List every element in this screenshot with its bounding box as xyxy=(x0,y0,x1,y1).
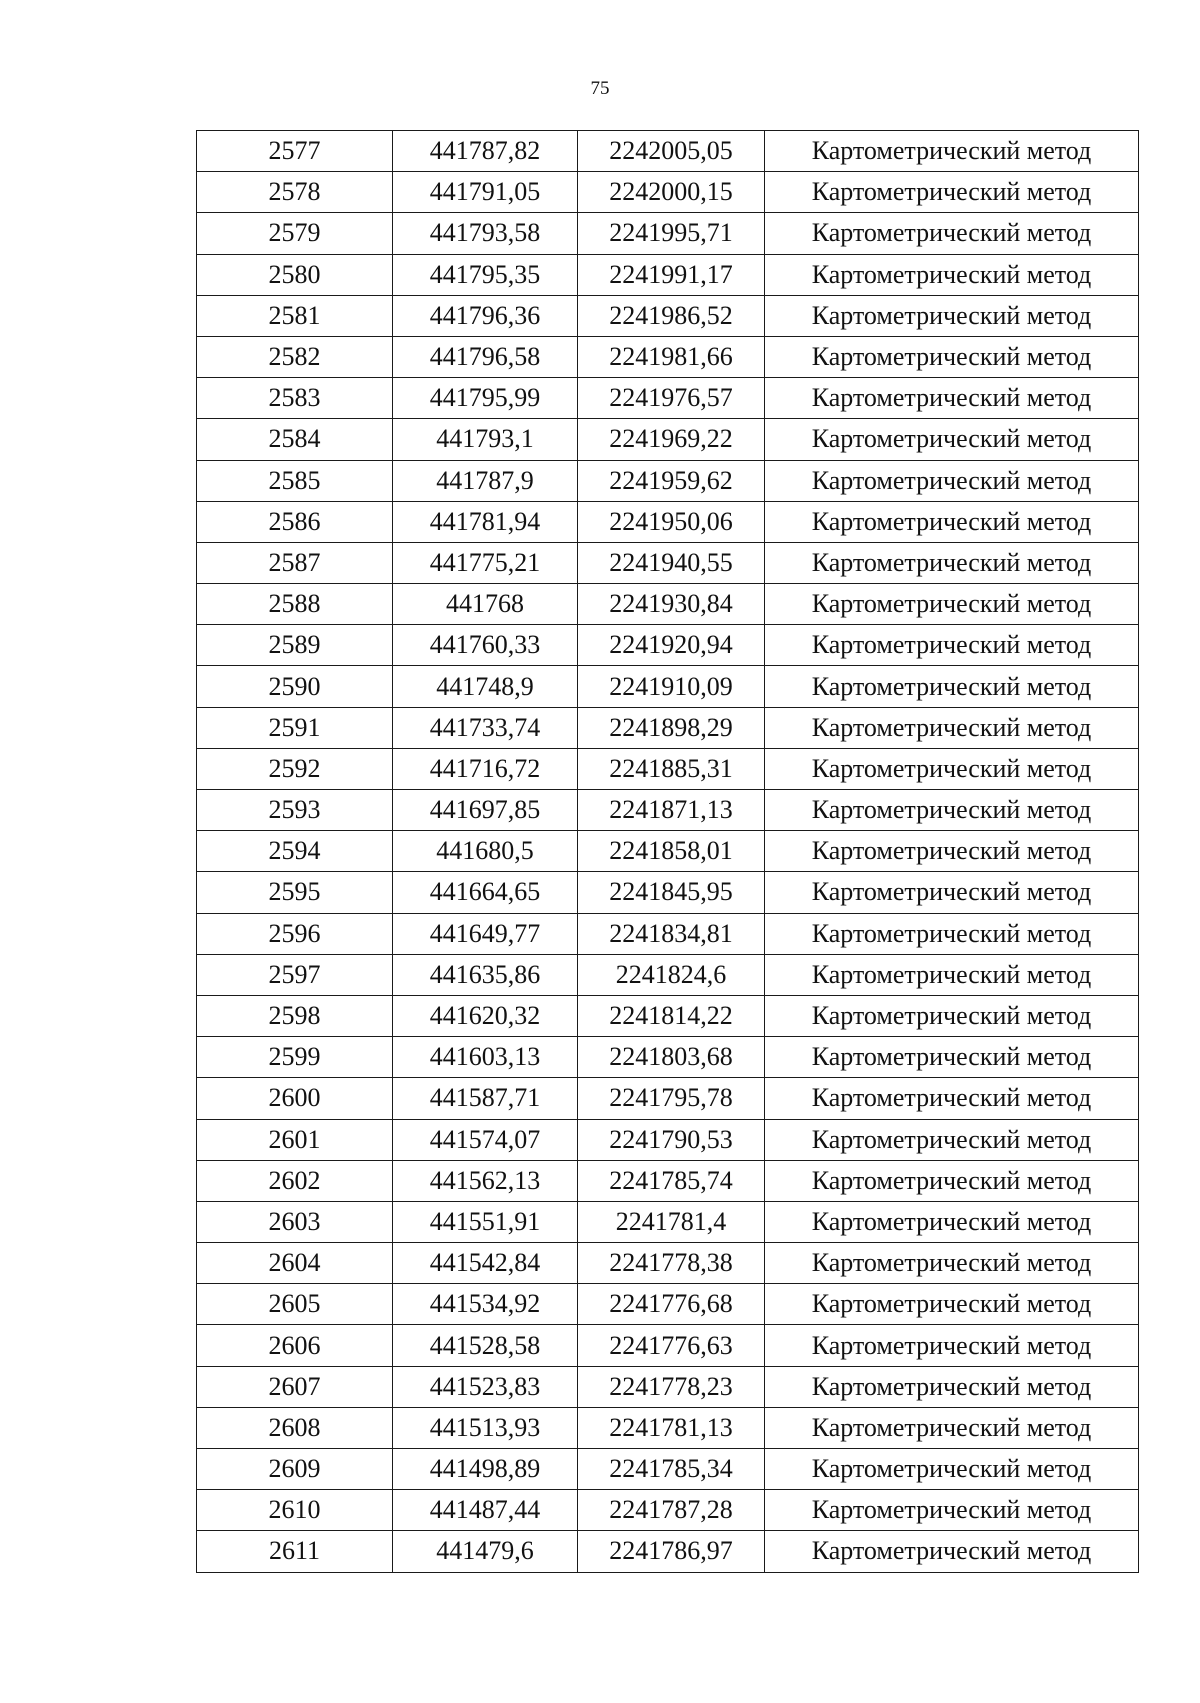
table-row xyxy=(197,995,1139,1036)
table-row xyxy=(197,1119,1139,1160)
method-cell: Картометрический метод xyxy=(765,172,1139,213)
point-number-cell: 2598 xyxy=(197,995,393,1036)
table-row xyxy=(197,707,1139,748)
x-coordinate-cell: 441787,82 xyxy=(393,131,578,172)
method-cell: Картометрический метод xyxy=(765,584,1139,625)
point-number-cell: 2584 xyxy=(197,419,393,460)
method-cell: Картометрический метод xyxy=(765,1366,1139,1407)
x-coordinate-cell: 441587,71 xyxy=(393,1078,578,1119)
method-cell: Картометрический метод xyxy=(765,295,1139,336)
method-cell: Картометрический метод xyxy=(765,1119,1139,1160)
point-number-cell: 2603 xyxy=(197,1201,393,1242)
x-coordinate-cell: 441487,44 xyxy=(393,1490,578,1531)
point-number-cell: 2582 xyxy=(197,336,393,377)
method-cell: Картометрический метод xyxy=(765,913,1139,954)
point-number-cell: 2592 xyxy=(197,748,393,789)
table-row xyxy=(197,625,1139,666)
y-coordinate-cell: 2241781,13 xyxy=(578,1407,765,1448)
point-number-cell: 2610 xyxy=(197,1490,393,1531)
table-row xyxy=(197,1407,1139,1448)
y-coordinate-cell: 2241834,81 xyxy=(578,913,765,954)
y-coordinate-cell: 2242005,05 xyxy=(578,131,765,172)
method-cell: Картометрический метод xyxy=(765,831,1139,872)
x-coordinate-cell: 441795,35 xyxy=(393,254,578,295)
table-row xyxy=(197,501,1139,542)
y-coordinate-cell: 2242000,15 xyxy=(578,172,765,213)
point-number-cell: 2581 xyxy=(197,295,393,336)
y-coordinate-cell: 2241795,78 xyxy=(578,1078,765,1119)
point-number-cell: 2588 xyxy=(197,584,393,625)
point-number-cell: 2600 xyxy=(197,1078,393,1119)
point-number-cell: 2605 xyxy=(197,1284,393,1325)
x-coordinate-cell: 441513,93 xyxy=(393,1407,578,1448)
table-row xyxy=(197,460,1139,501)
table-row xyxy=(197,1160,1139,1201)
coordinates-table xyxy=(196,130,1139,1573)
method-cell: Картометрический метод xyxy=(765,707,1139,748)
point-number-cell: 2611 xyxy=(197,1531,393,1572)
point-number-cell: 2591 xyxy=(197,707,393,748)
table-row xyxy=(197,1366,1139,1407)
point-number-cell: 2597 xyxy=(197,954,393,995)
point-number-cell: 2577 xyxy=(197,131,393,172)
point-number-cell: 2601 xyxy=(197,1119,393,1160)
point-number-cell: 2606 xyxy=(197,1325,393,1366)
method-cell: Картометрический метод xyxy=(765,1325,1139,1366)
table-row xyxy=(197,954,1139,995)
point-number-cell: 2593 xyxy=(197,790,393,831)
table-row xyxy=(197,872,1139,913)
method-cell: Картометрический метод xyxy=(765,336,1139,377)
method-cell: Картометрический метод xyxy=(765,254,1139,295)
x-coordinate-cell: 441680,5 xyxy=(393,831,578,872)
y-coordinate-cell: 2241778,23 xyxy=(578,1366,765,1407)
method-cell: Картометрический метод xyxy=(765,1490,1139,1531)
table-row xyxy=(197,172,1139,213)
method-cell: Картометрический метод xyxy=(765,625,1139,666)
y-coordinate-cell: 2241986,52 xyxy=(578,295,765,336)
method-cell: Картометрический метод xyxy=(765,501,1139,542)
table-row xyxy=(197,1037,1139,1078)
method-cell: Картометрический метод xyxy=(765,1284,1139,1325)
method-cell: Картометрический метод xyxy=(765,954,1139,995)
y-coordinate-cell: 2241910,09 xyxy=(578,666,765,707)
y-coordinate-cell: 2241778,38 xyxy=(578,1243,765,1284)
point-number-cell: 2580 xyxy=(197,254,393,295)
table-row xyxy=(197,213,1139,254)
table-row xyxy=(197,378,1139,419)
method-cell: Картометрический метод xyxy=(765,1078,1139,1119)
table-row xyxy=(197,1201,1139,1242)
table-row xyxy=(197,336,1139,377)
method-cell: Картометрический метод xyxy=(765,1449,1139,1490)
method-cell: Картометрический метод xyxy=(765,378,1139,419)
y-coordinate-cell: 2241959,62 xyxy=(578,460,765,501)
y-coordinate-cell: 2241940,55 xyxy=(578,542,765,583)
y-coordinate-cell: 2241776,63 xyxy=(578,1325,765,1366)
y-coordinate-cell: 2241786,97 xyxy=(578,1531,765,1572)
table-row xyxy=(197,1449,1139,1490)
y-coordinate-cell: 2241787,28 xyxy=(578,1490,765,1531)
x-coordinate-cell: 441716,72 xyxy=(393,748,578,789)
x-coordinate-cell: 441574,07 xyxy=(393,1119,578,1160)
point-number-cell: 2594 xyxy=(197,831,393,872)
y-coordinate-cell: 2241781,4 xyxy=(578,1201,765,1242)
x-coordinate-cell: 441664,65 xyxy=(393,872,578,913)
method-cell: Картометрический метод xyxy=(765,666,1139,707)
table-row xyxy=(197,1284,1139,1325)
x-coordinate-cell: 441748,9 xyxy=(393,666,578,707)
x-coordinate-cell: 441498,89 xyxy=(393,1449,578,1490)
point-number-cell: 2596 xyxy=(197,913,393,954)
table-row xyxy=(197,419,1139,460)
y-coordinate-cell: 2241981,66 xyxy=(578,336,765,377)
method-cell: Картометрический метод xyxy=(765,872,1139,913)
x-coordinate-cell: 441781,94 xyxy=(393,501,578,542)
y-coordinate-cell: 2241803,68 xyxy=(578,1037,765,1078)
y-coordinate-cell: 2241995,71 xyxy=(578,213,765,254)
x-coordinate-cell: 441733,74 xyxy=(393,707,578,748)
x-coordinate-cell: 441775,21 xyxy=(393,542,578,583)
x-coordinate-cell: 441697,85 xyxy=(393,790,578,831)
point-number-cell: 2595 xyxy=(197,872,393,913)
coordinates-table-body xyxy=(197,131,1139,1573)
y-coordinate-cell: 2241930,84 xyxy=(578,584,765,625)
y-coordinate-cell: 2241885,31 xyxy=(578,748,765,789)
method-cell: Картометрический метод xyxy=(765,1243,1139,1284)
x-coordinate-cell: 441793,58 xyxy=(393,213,578,254)
x-coordinate-cell: 441603,13 xyxy=(393,1037,578,1078)
x-coordinate-cell: 441635,86 xyxy=(393,954,578,995)
method-cell: Картометрический метод xyxy=(765,1037,1139,1078)
table-row xyxy=(197,831,1139,872)
method-cell: Картометрический метод xyxy=(765,542,1139,583)
method-cell: Картометрический метод xyxy=(765,131,1139,172)
x-coordinate-cell: 441793,1 xyxy=(393,419,578,460)
point-number-cell: 2599 xyxy=(197,1037,393,1078)
x-coordinate-cell: 441523,83 xyxy=(393,1366,578,1407)
table-row xyxy=(197,254,1139,295)
x-coordinate-cell: 441534,92 xyxy=(393,1284,578,1325)
point-number-cell: 2587 xyxy=(197,542,393,583)
method-cell: Картометрический метод xyxy=(765,790,1139,831)
point-number-cell: 2589 xyxy=(197,625,393,666)
table-row xyxy=(197,1078,1139,1119)
point-number-cell: 2578 xyxy=(197,172,393,213)
y-coordinate-cell: 2241898,29 xyxy=(578,707,765,748)
x-coordinate-cell: 441551,91 xyxy=(393,1201,578,1242)
point-number-cell: 2604 xyxy=(197,1243,393,1284)
y-coordinate-cell: 2241824,6 xyxy=(578,954,765,995)
y-coordinate-cell: 2241920,94 xyxy=(578,625,765,666)
table-row xyxy=(197,748,1139,789)
table-row xyxy=(197,131,1139,172)
table-row xyxy=(197,790,1139,831)
y-coordinate-cell: 2241976,57 xyxy=(578,378,765,419)
point-number-cell: 2585 xyxy=(197,460,393,501)
table-row xyxy=(197,913,1139,954)
point-number-cell: 2583 xyxy=(197,378,393,419)
table-row xyxy=(197,295,1139,336)
x-coordinate-cell: 441649,77 xyxy=(393,913,578,954)
x-coordinate-cell: 441620,32 xyxy=(393,995,578,1036)
y-coordinate-cell: 2241858,01 xyxy=(578,831,765,872)
x-coordinate-cell: 441791,05 xyxy=(393,172,578,213)
method-cell: Картометрический метод xyxy=(765,213,1139,254)
x-coordinate-cell: 441528,58 xyxy=(393,1325,578,1366)
x-coordinate-cell: 441562,13 xyxy=(393,1160,578,1201)
point-number-cell: 2586 xyxy=(197,501,393,542)
x-coordinate-cell: 441768 xyxy=(393,584,578,625)
y-coordinate-cell: 2241991,17 xyxy=(578,254,765,295)
x-coordinate-cell: 441795,99 xyxy=(393,378,578,419)
y-coordinate-cell: 2241871,13 xyxy=(578,790,765,831)
method-cell: Картометрический метод xyxy=(765,419,1139,460)
y-coordinate-cell: 2241950,06 xyxy=(578,501,765,542)
x-coordinate-cell: 441796,58 xyxy=(393,336,578,377)
y-coordinate-cell: 2241785,74 xyxy=(578,1160,765,1201)
method-cell: Картометрический метод xyxy=(765,1407,1139,1448)
method-cell: Картометрический метод xyxy=(765,995,1139,1036)
x-coordinate-cell: 441796,36 xyxy=(393,295,578,336)
y-coordinate-cell: 2241814,22 xyxy=(578,995,765,1036)
point-number-cell: 2609 xyxy=(197,1449,393,1490)
method-cell: Картометрический метод xyxy=(765,1201,1139,1242)
table-row xyxy=(197,584,1139,625)
method-cell: Картометрический метод xyxy=(765,460,1139,501)
table-row xyxy=(197,1531,1139,1572)
point-number-cell: 2590 xyxy=(197,666,393,707)
method-cell: Картометрический метод xyxy=(765,748,1139,789)
point-number-cell: 2602 xyxy=(197,1160,393,1201)
y-coordinate-cell: 2241969,22 xyxy=(578,419,765,460)
point-number-cell: 2608 xyxy=(197,1407,393,1448)
table-row xyxy=(197,542,1139,583)
y-coordinate-cell: 2241785,34 xyxy=(578,1449,765,1490)
y-coordinate-cell: 2241776,68 xyxy=(578,1284,765,1325)
table-row xyxy=(197,1243,1139,1284)
method-cell: Картометрический метод xyxy=(765,1160,1139,1201)
x-coordinate-cell: 441787,9 xyxy=(393,460,578,501)
table-row xyxy=(197,1325,1139,1366)
x-coordinate-cell: 441760,33 xyxy=(393,625,578,666)
point-number-cell: 2607 xyxy=(197,1366,393,1407)
x-coordinate-cell: 441542,84 xyxy=(393,1243,578,1284)
x-coordinate-cell: 441479,6 xyxy=(393,1531,578,1572)
point-number-cell: 2579 xyxy=(197,213,393,254)
method-cell: Картометрический метод xyxy=(765,1531,1139,1572)
y-coordinate-cell: 2241790,53 xyxy=(578,1119,765,1160)
table-row xyxy=(197,1490,1139,1531)
y-coordinate-cell: 2241845,95 xyxy=(578,872,765,913)
table-row xyxy=(197,666,1139,707)
page-number: 75 xyxy=(590,78,610,99)
